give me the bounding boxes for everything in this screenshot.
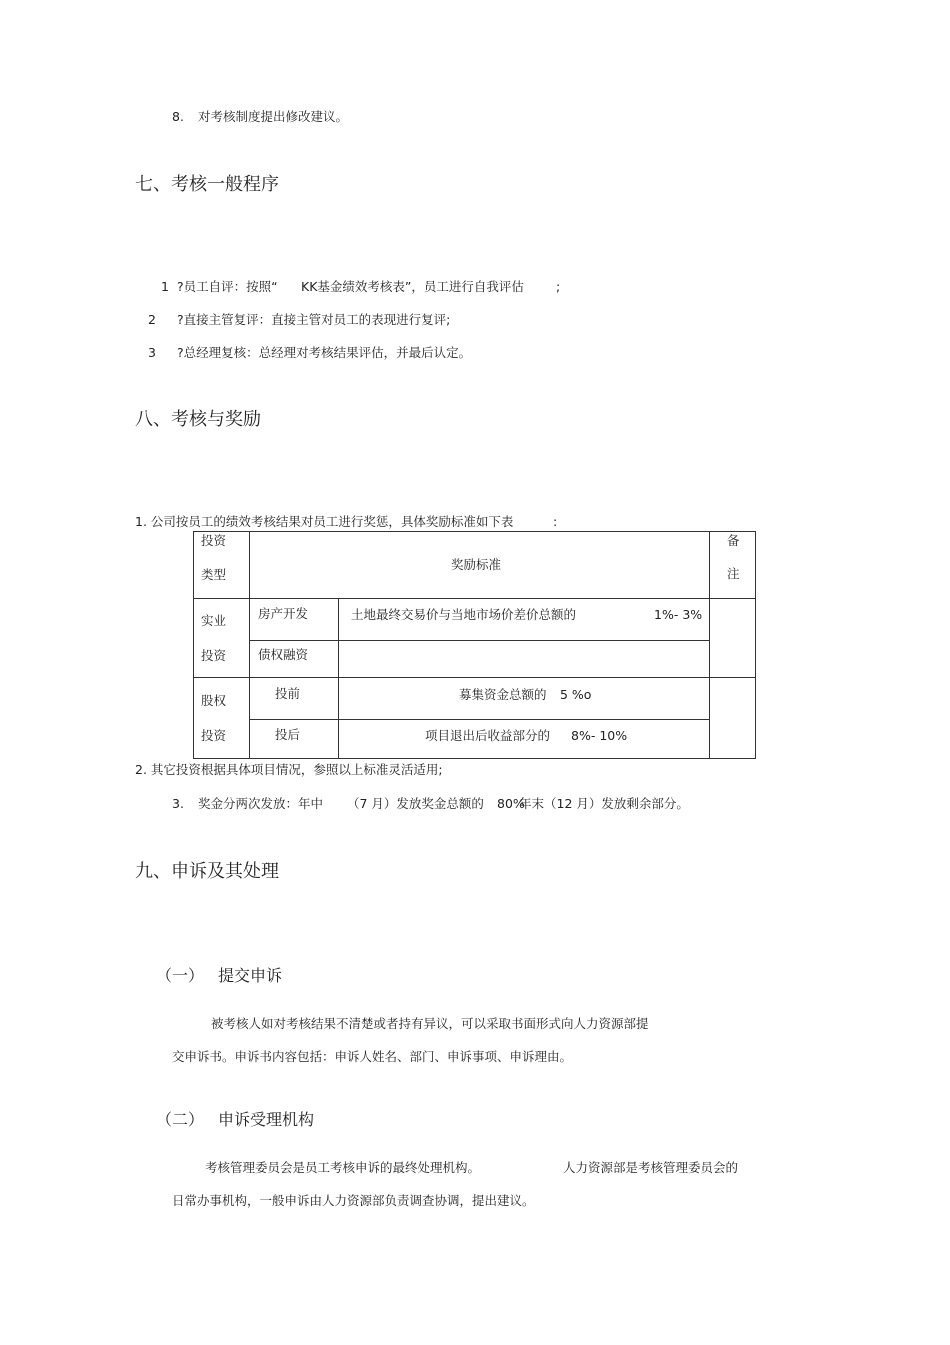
row-real-estate-label: 房产开发	[258, 606, 309, 621]
group-industrial-2: 投资	[201, 648, 227, 663]
item-8-text: 对考核制度提出修改建议。	[198, 109, 349, 124]
subsection-1-title: 提交申诉	[218, 966, 283, 985]
row-post-invest-standard: 项目退出后收益部分的	[425, 728, 551, 743]
step-2-text: ?直接主管复评：直接主管对员工的表现进行复评;	[177, 312, 451, 327]
table-border-left	[193, 531, 194, 759]
header-standard: 奖励标准	[451, 557, 502, 572]
section-8-item-3-c: 80%	[497, 796, 525, 811]
section-9-heading: 九、申诉及其处理	[135, 861, 279, 882]
header-note-2: 注	[727, 566, 740, 581]
subsection-2-para-1a: 考核管理委员会是员工考核申诉的最终处理机构。	[205, 1160, 481, 1175]
row-pre-invest-label: 投前	[275, 686, 301, 701]
section-8-item-3-b: （7 月）发放奖金总额的	[347, 796, 484, 811]
section-8-item-3-d: 年末（12 月）发放剩余部分。	[519, 796, 689, 811]
table-line	[249, 719, 709, 720]
step-1-text-c: ;	[556, 279, 561, 294]
step-1-number: 1	[161, 279, 169, 294]
step-2-number: 2	[148, 312, 156, 327]
section-8-intro: 1. 公司按员工的绩效考核结果对员工进行奖惩，具体奖励标准如下表	[135, 514, 514, 529]
group-equity-2: 投资	[201, 728, 227, 743]
header-note-1: 备	[727, 533, 740, 548]
subsection-2-para-1b: 人力资源部是考核管理委员会的	[563, 1160, 739, 1175]
row-pre-invest-standard: 募集资金总额的	[459, 687, 547, 702]
step-3-number: 3	[148, 345, 156, 360]
subsection-1-para-1: 被考核人如对考核结果不清楚或者持有异议，可以采取书面形式向人力资源部提	[211, 1016, 649, 1031]
header-type-2: 类型	[201, 567, 227, 582]
table-line	[249, 640, 709, 641]
step-1-text-a: ?员工自评：按照“	[177, 279, 278, 294]
table-line	[193, 677, 755, 678]
section-8-item-2: 2. 其它投资根据具体项目情况，参照以上标准灵活适用;	[135, 762, 443, 777]
row-real-estate-rate: 1%- 3%	[654, 607, 703, 622]
row-post-invest-rate: 8%- 10%	[571, 728, 628, 743]
table-border-top	[193, 531, 755, 532]
subsection-2-number: （二）	[156, 1110, 205, 1129]
table-border-bottom	[193, 758, 755, 759]
row-real-estate-standard: 土地最终交易价与当地市场价差价总额的	[351, 607, 577, 622]
group-industrial-1: 实业	[201, 613, 227, 628]
subsection-2-title: 申诉受理机构	[218, 1110, 315, 1129]
group-equity-1: 股权	[201, 693, 227, 708]
table-line	[338, 598, 339, 759]
subsection-1-para-2: 交申诉书。申诉书内容包括：申诉人姓名、部门、申诉事项、申诉理由。	[172, 1049, 573, 1064]
table-border-right	[755, 531, 756, 759]
table-line	[709, 531, 710, 759]
section-7-heading: 七、考核一般程序	[135, 174, 279, 195]
subsection-2-para-2: 日常办事机构，一般申诉由人力资源部负责调查协调，提出建议。	[172, 1193, 535, 1208]
step-3-text: ?总经理复核：总经理对考核结果评估，并最后认定。	[177, 345, 472, 360]
row-pre-invest-rate: 5 %o	[560, 687, 592, 702]
row-post-invest-label: 投后	[275, 727, 301, 742]
section-8-item-3-a: 奖金分两次发放：年中	[198, 796, 324, 811]
step-1-text-b: KK基金绩效考核表”，员工进行自我评估	[301, 279, 524, 294]
section-8-heading: 八、考核与奖励	[135, 409, 261, 430]
section-8-item-3-number: 3.	[172, 796, 184, 811]
subsection-1-number: （一）	[156, 966, 205, 985]
item-8-number: 8.	[172, 109, 184, 124]
table-line	[249, 531, 250, 759]
section-8-intro-colon: :	[553, 514, 558, 529]
table-line	[193, 598, 755, 599]
header-type-1: 投资	[201, 533, 227, 548]
row-debt-label: 债权融资	[258, 647, 309, 662]
